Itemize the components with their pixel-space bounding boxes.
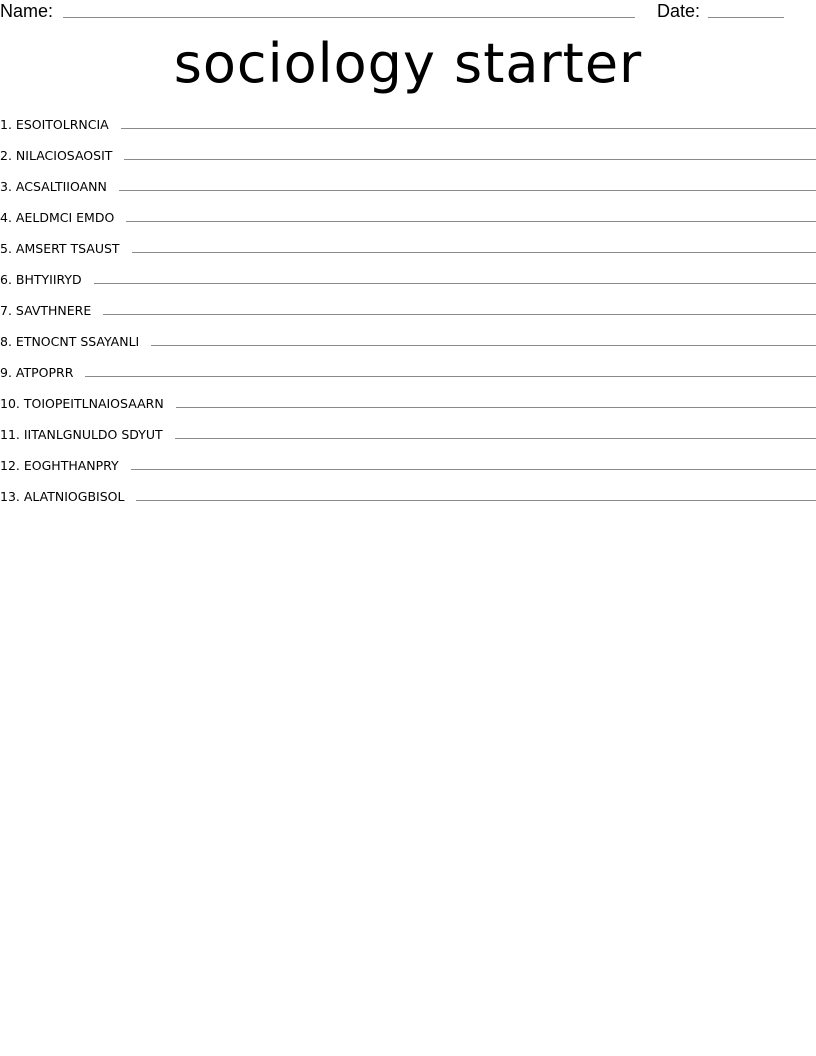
answer-line[interactable] (85, 376, 816, 377)
answer-line[interactable] (175, 438, 816, 439)
scramble-word-label (0, 335, 139, 354)
scrambled-word: TOIOPEITLNAIOSAARN (23, 396, 164, 411)
name-label: Name: (0, 1, 54, 21)
scrambled-word: BHTYIIRYD (15, 272, 82, 287)
scramble-word-label (0, 180, 107, 199)
answer-line[interactable] (136, 500, 816, 501)
date-label: Date: (657, 1, 701, 21)
scrambled-word: ATPOPRR (15, 365, 74, 380)
scrambled-word: IITANLGNULDO SDYUT (23, 427, 163, 442)
list-item (0, 323, 816, 354)
answer-line[interactable] (94, 283, 816, 284)
item-number: 5. (0, 241, 12, 256)
date-field[interactable] (708, 17, 784, 18)
list-item (0, 199, 816, 230)
list-item (0, 385, 816, 416)
scramble-word-label (0, 459, 119, 478)
scrambled-word: NILACIOSAOSIT (15, 148, 113, 163)
answer-line[interactable] (126, 221, 816, 222)
item-number: 2. (0, 148, 12, 163)
scramble-word-label (0, 428, 163, 447)
worksheet-header (0, 0, 816, 24)
list-item (0, 106, 816, 137)
scramble-word-label (0, 211, 114, 230)
answer-line[interactable] (151, 345, 816, 346)
item-number: 3. (0, 179, 12, 194)
scrambled-word: ESOITOLRNCIA (15, 117, 109, 132)
page-title: sociology starter (173, 32, 643, 95)
scrambled-word: AELDMCI EMDO (15, 210, 115, 225)
scramble-word-label (0, 304, 91, 323)
scramble-word-label (0, 149, 112, 168)
answer-line[interactable] (176, 407, 816, 408)
list-item (0, 292, 816, 323)
scramble-word-label (0, 242, 120, 261)
scrambled-word: ETNOCNT SSAYANLI (15, 334, 140, 349)
scramble-word-label (0, 397, 164, 416)
list-item (0, 478, 816, 509)
item-number: 9. (0, 365, 12, 380)
answer-line[interactable] (121, 128, 816, 129)
answer-line[interactable] (103, 314, 816, 315)
scrambled-word: EOGHTHANPRY (23, 458, 119, 473)
list-item (0, 416, 816, 447)
list-item (0, 137, 816, 168)
list-item (0, 354, 816, 385)
scrambled-word: ALATNIOGBISOL (23, 489, 125, 504)
name-field[interactable] (63, 17, 635, 18)
scramble-word-label (0, 118, 109, 137)
item-number: 1. (0, 117, 12, 132)
item-number: 4. (0, 210, 12, 225)
item-number: 7. (0, 303, 12, 318)
scramble-word-label (0, 490, 124, 509)
answer-line[interactable] (131, 469, 816, 470)
scrambled-word: ACSALTIIOANN (15, 179, 107, 194)
list-item (0, 230, 816, 261)
list-item (0, 447, 816, 478)
item-number: 8. (0, 334, 12, 349)
item-number: 11. (0, 427, 20, 442)
item-number: 6. (0, 272, 12, 287)
list-item (0, 261, 816, 292)
answer-line[interactable] (124, 159, 816, 160)
scramble-word-label (0, 273, 82, 292)
scrambled-word: AMSERT TSAUST (15, 241, 120, 256)
list-item (0, 168, 816, 199)
scramble-word-label (0, 366, 73, 385)
item-number: 13. (0, 489, 20, 504)
item-number: 12. (0, 458, 20, 473)
word-scramble-list (0, 106, 816, 509)
answer-line[interactable] (119, 190, 816, 191)
scrambled-word: SAVTHNERE (15, 303, 92, 318)
item-number: 10. (0, 396, 20, 411)
answer-line[interactable] (132, 252, 816, 253)
